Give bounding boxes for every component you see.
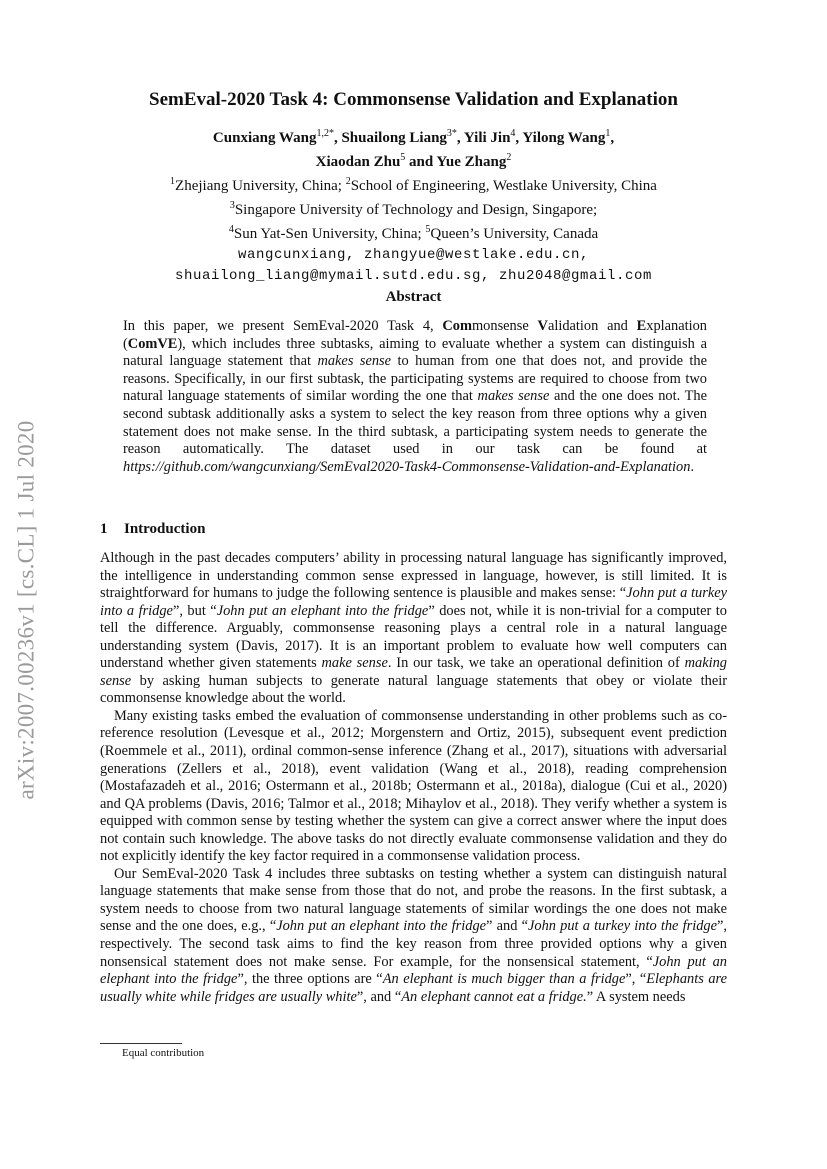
abstract-text — [123, 318, 707, 476]
text-span: Our SemEval-2020 Task 4 includes three subtasks on testing whether a system can distinguish natural language statements that make sense from those that do not, and probe the reasons. In the first subtask, a system needs to choose from two natural language statements of similar wordings the one does not make sense and the one does, e.g., “ — [100, 865, 727, 935]
italic-span: John put an elephant into the fridge — [276, 918, 487, 935]
italic-span: An elephant is much bigger than a fridge — [382, 971, 626, 988]
author-name: Yilong Wang — [522, 130, 606, 146]
abstract-span: ), which includes three subtasks, aiming to evaluate whether a system can distinguish a natural language statement that — [123, 335, 707, 370]
email-line: wangcunxiang, zhangyue@westlake.edu.cn, — [237, 247, 590, 263]
text-span: by asking human subjects to generate natural language statements that obey or violate their commonsense knowledge about the world. — [100, 672, 727, 707]
italic-span: John put a turkey into a fridge — [100, 585, 727, 619]
author-name: Xiaodan Zhu — [315, 154, 401, 170]
affiliation-line — [100, 220, 727, 244]
affiliation-line — [100, 196, 727, 220]
italic-span: John put an elephant into the fridge — [100, 953, 728, 988]
abstract-span: to human from one that does not, and provide the reasons. Specifically, in our first subtask, the participating systems are required to choose from two natural language statements of similar wording the one that — [123, 353, 707, 405]
section-heading — [100, 521, 205, 538]
text-span: ”, and “ — [356, 988, 402, 1005]
section-title: Introduction — [124, 521, 206, 537]
text-span: . In our task, we take an operational definition of — [387, 655, 685, 672]
affiliation-line — [100, 172, 727, 196]
abstract-bold: E — [636, 318, 647, 334]
abstract-italic: makes sense — [317, 353, 392, 370]
abstract-bold: Com — [442, 318, 472, 334]
abstract-bold: ComVE — [127, 335, 178, 352]
abstract-span: alidation and — [547, 318, 637, 334]
footnote-rule — [100, 1043, 182, 1044]
aff-text: School of Engineering, Westlake University, China — [350, 178, 657, 194]
aff-sup: 3 — [229, 200, 235, 211]
aff-sup: 1 — [170, 176, 176, 187]
text-span: ”, the three options are “ — [237, 971, 383, 988]
author-name: Yue Zhang — [436, 154, 507, 170]
text-span: ” does not, while it is non-trivial for a computer to tell the difference. Arguably, commonsense reasoning plays a central role in a natural language understanding system (Davis, 2017). It is an important problem to evaluate how well computers can understand whether given statements — [100, 602, 728, 672]
author-sup: 5 — [400, 152, 406, 163]
author-list: Cunxiang Wang$^{1,2*}$, Shuailong Liang$^{3*}$, Yili Jin$^4$, Yilong Wang$^1$, Xiaodan Zhu$^5$ and Yue Zhang$^2$ — [212, 128, 615, 170]
arxiv-stamp — [12, 380, 42, 840]
abstract-span: In this paper, we present SemEval-2020 Task 4, — [123, 318, 443, 334]
author-sup: 2 — [506, 152, 512, 163]
paragraph: Many existing tasks embed the evaluation of commonsense understanding in other problems such as co-reference resolution (Levesque et al., 2012; Morgenstern and Ortiz, 2015), subsequent event prediction (Roemmele et al., 2011), ordinal common-sense inference (Zhang et al., 2017), situations with adversarial generations (Zellers et al., 2018), event validation (Wang et al., 2018), reading comprehension (Mostafazadeh et al., 2016; Ostermann et al., 2018b; Ostermann et al., 2018a), dialogue (Cui et al., 2020) and QA problems (Davis, 2016; Talmor et al., 2018; Mihaylov et al., 2018). They verify whether a system is equipped with common sense by testing whether the system can give a correct answer where the input does not contain such knowledge. The above tasks do not directly evaluate commonsense validation and they do not explicitly identify the key factor required in a commonsense validation process. — [100, 707, 727, 865]
italic-span: John put an elephant into the fridge — [216, 602, 429, 619]
text-span: ” A system needs — [586, 988, 686, 1005]
section-number: 1 — [100, 521, 108, 537]
aff-sup: 5 — [425, 224, 431, 235]
italic-span: John put a turkey into the fridge — [527, 918, 718, 935]
italic-span: Elephants are usually white while fridges are usually white — [100, 971, 727, 1005]
text-span: ” and “ — [486, 918, 528, 935]
author-sup: 3* — [446, 128, 457, 139]
author-sup: 4 — [510, 128, 516, 139]
aff-text: Queen’s University, Canada — [430, 226, 599, 242]
italic-span: make sense — [321, 655, 388, 672]
abstract-bold: V — [537, 318, 548, 334]
footnote: Equal contribution — [122, 1047, 205, 1059]
aff-sup: 2 — [345, 176, 351, 187]
abstract-span: and the one does not. The second subtask additionally asks a system to select the key reason from three options why a given statement does not make sense. In the third subtask, a participating system needs to generate the reason automatically. The dataset used in our task can be found at — [123, 388, 707, 458]
paragraph — [100, 550, 727, 708]
author-name: Yili Jin — [463, 130, 511, 146]
email-line: shuailong_liang@mymail.sutd.edu.sg, zhu2048@gmail.com — [174, 268, 653, 284]
text-span: ”, “ — [625, 971, 647, 988]
text-span: ”, but “ — [172, 602, 217, 619]
intro-body — [100, 550, 727, 1006]
aff-text: Sun Yat-Sen University, China; — [233, 226, 426, 242]
text-span: Although in the past decades computers’ ability in processing natural language has significantly improved, the intelligence in understanding common sense expressed in language, however, is still limited. It is straightforward for humans to judge the following sentence is plausible and makes sense: “ — [100, 550, 727, 602]
abstract-italic: makes sense — [477, 388, 550, 405]
author-name: Cunxiang Wang — [212, 130, 317, 146]
aff-sup: 4 — [228, 224, 234, 235]
author-conj: and — [409, 154, 434, 170]
paper-title: SemEval-2020 Task 4: Commonsense Validation and Explanation — [149, 89, 678, 110]
italic-span: An elephant cannot eat a fridge. — [401, 988, 587, 1005]
author-sup: 1 — [605, 128, 611, 139]
italic-span: making sense — [100, 655, 727, 689]
abstract-span: monsense — [471, 318, 538, 334]
author-sup: 1,2* — [316, 128, 334, 139]
abstract-span: xplanation ( — [123, 318, 707, 352]
arxiv-stamp-text: arXiv:2007.00236v1 [cs.CL] 1 Jul 2020 — [14, 420, 40, 800]
abstract-span: . — [690, 458, 695, 475]
aff-text: Singapore University of Technology and Design, Singapore; — [234, 202, 598, 218]
abstract-heading: Abstract — [385, 289, 442, 305]
dataset-link[interactable]: https://github.com/wangcunxiang/SemEval2020-Task4-Commonsense-Validation-and-Explanation — [123, 458, 691, 475]
paper-header — [100, 88, 727, 286]
aff-text: Zhejiang University, China; — [175, 178, 346, 194]
author-name: Shuailong Liang — [341, 130, 447, 146]
paragraph — [100, 866, 727, 1006]
text-span: ”, respectively. The second task aims to find the key reason from three provided options why a given nonsensical statement does not make sense. For example, for the nonsensical statement, “ — [100, 918, 728, 970]
